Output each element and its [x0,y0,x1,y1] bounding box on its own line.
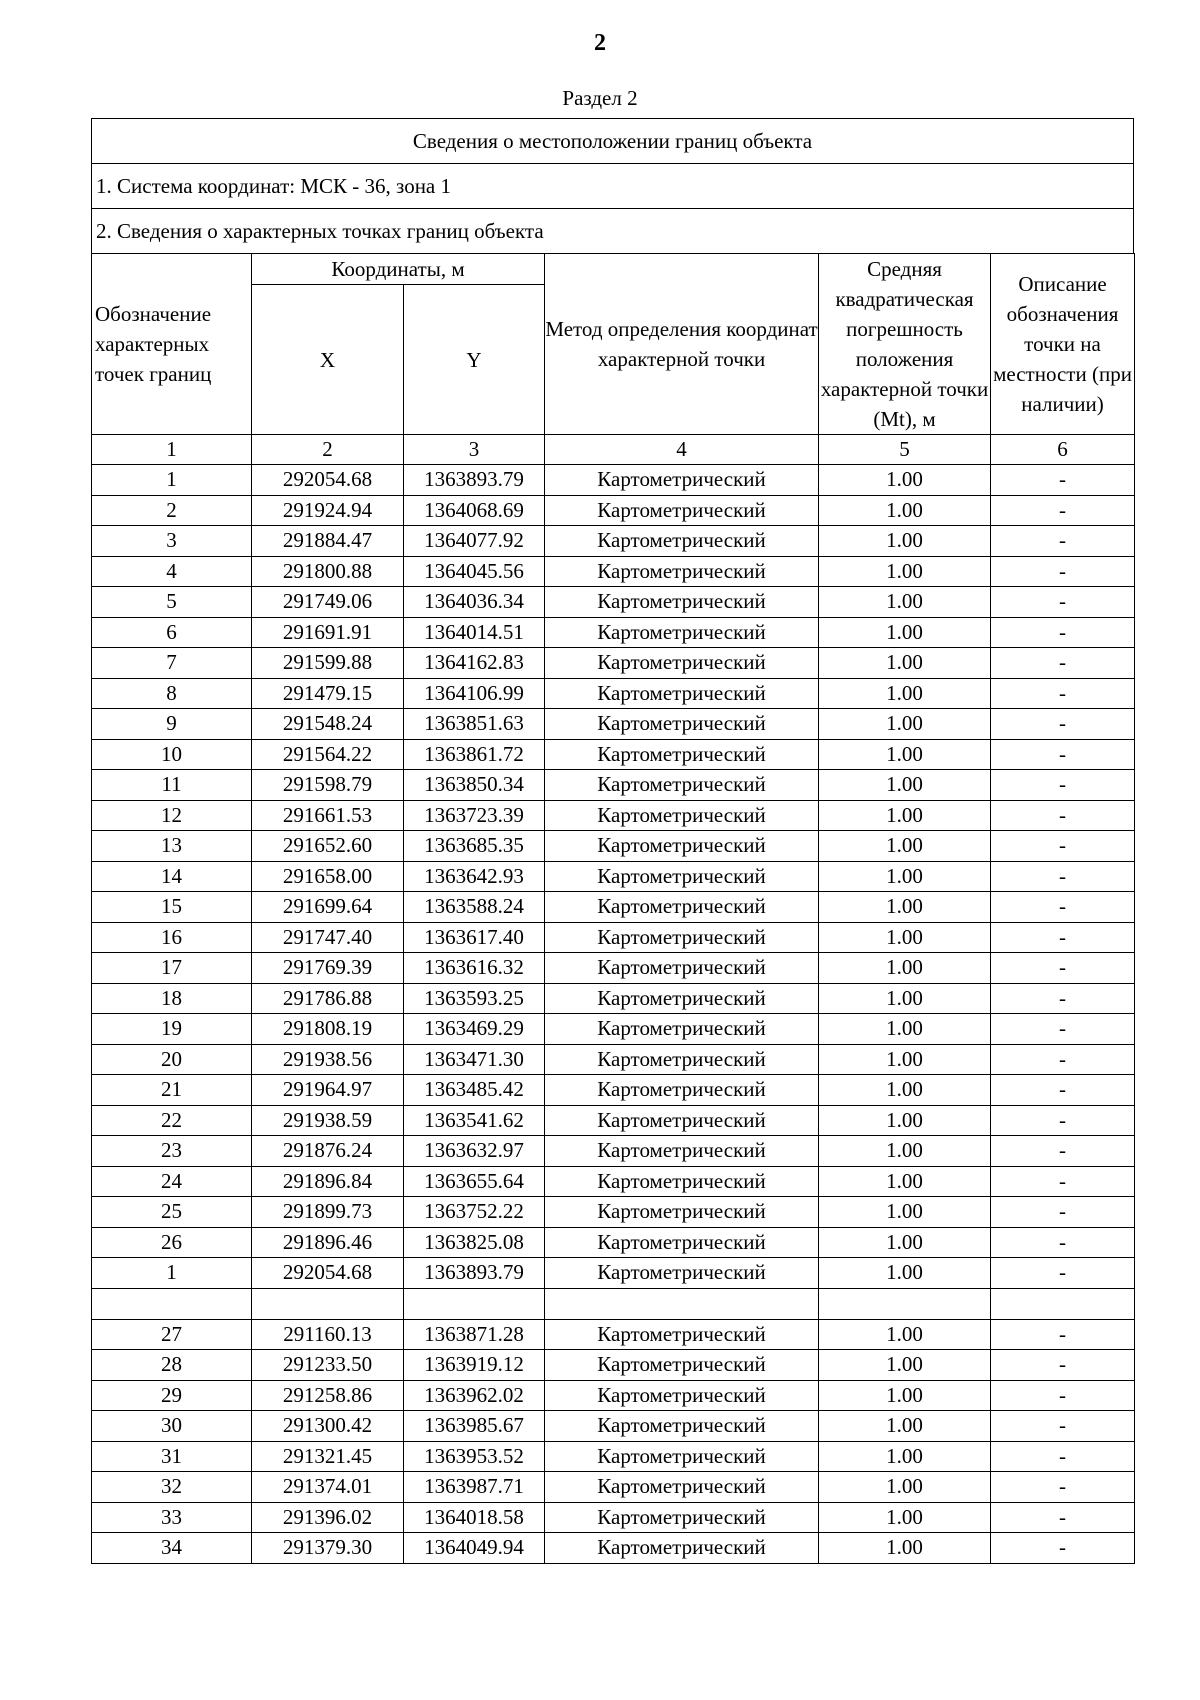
accuracy-cell: 1.00 [819,1472,991,1503]
accuracy-cell: 1.00 [819,739,991,770]
accuracy-cell: 1.00 [819,1227,991,1258]
accuracy-cell: 1.00 [819,709,991,740]
description-cell: - [991,1502,1135,1533]
table-row [92,1380,1135,1411]
description-cell: - [991,648,1135,679]
accuracy-cell: 1.00 [819,770,991,801]
point-label-cell: 2 [92,495,252,526]
method-cell: Картометрический [545,983,819,1014]
table-row [92,709,1135,740]
point-label-cell: 1 [92,465,252,496]
coord-x-cell: 291769.39 [252,953,404,984]
coordinate-system: 1. Система координат: МСК - 36, зона 1 [91,163,1134,208]
coord-y-cell: 1364018.58 [404,1502,545,1533]
point-label-cell: 20 [92,1044,252,1075]
description-cell: - [991,465,1135,496]
section-title: Раздел 2 [562,86,638,110]
table-row [92,648,1135,679]
method-cell: Картометрический [545,617,819,648]
coord-x-cell: 291786.88 [252,983,404,1014]
accuracy-cell: 1.00 [819,1441,991,1472]
coord-x-cell: 291899.73 [252,1197,404,1228]
accuracy-cell: 1.00 [819,1350,991,1381]
table-row [92,1441,1135,1472]
description-cell: - [991,1166,1135,1197]
point-label-cell: 19 [92,1014,252,1045]
coord-y-cell: 1363593.25 [404,983,545,1014]
coord-x-cell: 292054.68 [252,465,404,496]
point-label-cell: 22 [92,1105,252,1136]
method-cell: Картометрический [545,1502,819,1533]
coord-y-cell: 1363723.39 [404,800,545,831]
coord-y-cell: 1364068.69 [404,495,545,526]
description-cell: - [991,892,1135,923]
coord-y-cell: 1363685.35 [404,831,545,862]
coord-y-cell: 1363469.29 [404,1014,545,1045]
table-row [92,1411,1135,1442]
coord-x-cell: 291598.79 [252,770,404,801]
method-cell: Картометрический [545,922,819,953]
coord-x-cell: 291876.24 [252,1136,404,1167]
method-cell: Картометрический [545,1075,819,1106]
table-row [92,1075,1135,1106]
coord-x-cell: 291479.15 [252,678,404,709]
accuracy-cell: 1.00 [819,1533,991,1564]
coord-x-cell: 291896.46 [252,1227,404,1258]
point-label-cell [92,1288,252,1319]
method-cell: Картометрический [545,861,819,892]
coord-y-cell: 1364106.99 [404,678,545,709]
method-cell: Картометрический [545,678,819,709]
points-heading: 2. Сведения о характерных точках границ объекта [91,208,1134,253]
point-label-cell: 17 [92,953,252,984]
table-row [92,800,1135,831]
point-label-cell: 8 [92,678,252,709]
method-cell: Картометрический [545,1533,819,1564]
accuracy-cell: 1.00 [819,861,991,892]
description-cell: - [991,770,1135,801]
header-x: X [252,285,404,435]
table-row [92,922,1135,953]
accuracy-cell: 1.00 [819,1075,991,1106]
coord-x-cell: 291964.97 [252,1075,404,1106]
method-cell: Картометрический [545,1014,819,1045]
method-cell: Картометрический [545,953,819,984]
method-cell: Картометрический [545,1319,819,1350]
coord-y-cell: 1363850.34 [404,770,545,801]
coord-x-cell: 291233.50 [252,1350,404,1381]
method-cell: Картометрический [545,709,819,740]
table-row [92,1472,1135,1503]
description-cell: - [991,495,1135,526]
coord-y-cell: 1363752.22 [404,1197,545,1228]
table-row [92,1227,1135,1258]
description-cell: - [991,1472,1135,1503]
coord-y-cell: 1363893.79 [404,1258,545,1289]
description-cell: - [991,983,1135,1014]
coord-x-cell: 291658.00 [252,861,404,892]
boundary-table-frame [91,118,1134,1564]
table-row [92,1288,1135,1319]
method-cell: Картометрический [545,1166,819,1197]
point-label-cell: 9 [92,709,252,740]
coord-y-cell: 1364162.83 [404,648,545,679]
accuracy-cell: 1.00 [819,587,991,618]
header-coords-group: Координаты, м [252,254,545,285]
point-label-cell: 4 [92,556,252,587]
description-cell: - [991,1075,1135,1106]
point-label-cell: 31 [92,1441,252,1472]
table-row [92,1166,1135,1197]
method-cell: Картометрический [545,495,819,526]
coord-x-cell: 291938.56 [252,1044,404,1075]
accuracy-cell: 1.00 [819,1258,991,1289]
header-accuracy: Средняя квадратическая погрешность положения характерной точки (Mt), м [819,254,991,435]
table-row [92,587,1135,618]
table-row [92,739,1135,770]
coord-x-cell: 291300.42 [252,1411,404,1442]
table-row [92,1105,1135,1136]
column-number: 6 [991,435,1135,465]
description-cell: - [991,1319,1135,1350]
point-label-cell: 12 [92,800,252,831]
accuracy-cell: 1.00 [819,495,991,526]
header-method: Метод определения координат характерной точки [545,254,819,435]
header-description: Описание обозначения точки на местности (при наличии) [991,254,1135,435]
point-label-cell: 14 [92,861,252,892]
table-row [92,1350,1135,1381]
accuracy-cell: 1.00 [819,892,991,923]
page-number: 2 [594,30,606,56]
accuracy-cell: 1.00 [819,678,991,709]
point-label-cell: 5 [92,587,252,618]
accuracy-cell: 1.00 [819,983,991,1014]
coord-x-cell: 292054.68 [252,1258,404,1289]
column-number: 4 [545,435,819,465]
table-row [92,1044,1135,1075]
coord-y-cell: 1363642.93 [404,861,545,892]
coord-y-cell: 1363616.32 [404,953,545,984]
description-cell: - [991,1197,1135,1228]
accuracy-cell: 1.00 [819,648,991,679]
method-cell: Картометрический [545,526,819,557]
coord-y-cell: 1363985.67 [404,1411,545,1442]
accuracy-cell: 1.00 [819,1197,991,1228]
description-cell: - [991,739,1135,770]
coord-x-cell: 291599.88 [252,648,404,679]
coord-x-cell: 291896.84 [252,1166,404,1197]
accuracy-cell: 1.00 [819,1166,991,1197]
coord-y-cell: 1364045.56 [404,556,545,587]
method-cell: Картометрический [545,1197,819,1228]
accuracy-cell: 1.00 [819,1105,991,1136]
accuracy-cell: 1.00 [819,1502,991,1533]
description-cell: - [991,526,1135,557]
header-y: Y [404,285,545,435]
description-cell: - [991,587,1135,618]
method-cell: Картометрический [545,1350,819,1381]
point-label-cell: 7 [92,648,252,679]
column-number: 2 [252,435,404,465]
coord-x-cell: 291938.59 [252,1105,404,1136]
coord-y-cell: 1364036.34 [404,587,545,618]
point-label-cell: 15 [92,892,252,923]
coord-y-cell: 1363825.08 [404,1227,545,1258]
accuracy-cell: 1.00 [819,800,991,831]
table-row [92,770,1135,801]
coord-y-cell: 1363541.62 [404,1105,545,1136]
description-cell: - [991,1533,1135,1564]
accuracy-cell: 1.00 [819,1411,991,1442]
coord-y-cell: 1363919.12 [404,1350,545,1381]
coord-y-cell: 1363485.42 [404,1075,545,1106]
accuracy-cell: 1.00 [819,617,991,648]
table-row [92,617,1135,648]
table-row [92,892,1135,923]
description-cell: - [991,1105,1135,1136]
method-cell: Картометрический [545,1441,819,1472]
coord-x-cell [252,1288,404,1319]
description-cell: - [991,1014,1135,1045]
point-label-cell: 18 [92,983,252,1014]
method-cell: Картометрический [545,1258,819,1289]
table-row [92,495,1135,526]
table-row [92,678,1135,709]
point-label-cell: 13 [92,831,252,862]
column-number-row [92,435,1135,465]
point-label-cell: 16 [92,922,252,953]
coord-y-cell: 1363588.24 [404,892,545,923]
coord-x-cell: 291379.30 [252,1533,404,1564]
point-label-cell: 1 [92,1258,252,1289]
accuracy-cell: 1.00 [819,1136,991,1167]
coord-x-cell: 291564.22 [252,739,404,770]
coord-y-cell: 1363851.63 [404,709,545,740]
table-row [92,556,1135,587]
coord-x-cell: 291548.24 [252,709,404,740]
table-row [92,1197,1135,1228]
method-cell: Картометрический [545,1044,819,1075]
table-body [92,465,1135,1564]
coord-x-cell: 291884.47 [252,526,404,557]
coord-y-cell: 1364049.94 [404,1533,545,1564]
coord-x-cell: 291699.64 [252,892,404,923]
point-label-cell: 32 [92,1472,252,1503]
method-cell: Картометрический [545,831,819,862]
method-cell: Картометрический [545,587,819,618]
table-row [92,983,1135,1014]
method-cell [545,1288,819,1319]
point-label-cell: 6 [92,617,252,648]
method-cell: Картометрический [545,648,819,679]
coord-y-cell: 1363617.40 [404,922,545,953]
coord-y-cell: 1363655.64 [404,1166,545,1197]
table-row [92,1014,1135,1045]
point-label-cell: 3 [92,526,252,557]
method-cell: Картометрический [545,1136,819,1167]
column-number: 5 [819,435,991,465]
description-cell: - [991,1258,1135,1289]
coord-x-cell: 291924.94 [252,495,404,526]
method-cell: Картометрический [545,1227,819,1258]
coord-x-cell: 291258.86 [252,1380,404,1411]
description-cell: - [991,1044,1135,1075]
description-cell [991,1288,1135,1319]
method-cell: Картометрический [545,556,819,587]
point-label-cell: 24 [92,1166,252,1197]
table-row [92,1502,1135,1533]
point-label-cell: 26 [92,1227,252,1258]
description-cell: - [991,617,1135,648]
accuracy-cell: 1.00 [819,1380,991,1411]
accuracy-cell [819,1288,991,1319]
coord-x-cell: 291374.01 [252,1472,404,1503]
point-label-cell: 27 [92,1319,252,1350]
coord-x-cell: 291652.60 [252,831,404,862]
point-label-cell: 11 [92,770,252,801]
table-row [92,465,1135,496]
coord-x-cell: 291800.88 [252,556,404,587]
description-cell: - [991,1411,1135,1442]
accuracy-cell: 1.00 [819,556,991,587]
method-cell: Картометрический [545,770,819,801]
accuracy-cell: 1.00 [819,465,991,496]
coord-y-cell: 1363962.02 [404,1380,545,1411]
coord-x-cell: 291321.45 [252,1441,404,1472]
description-cell: - [991,556,1135,587]
coord-x-cell: 291691.91 [252,617,404,648]
table-row [92,1258,1135,1289]
point-label-cell: 33 [92,1502,252,1533]
point-label-cell: 21 [92,1075,252,1106]
accuracy-cell: 1.00 [819,1044,991,1075]
point-label-cell: 34 [92,1533,252,1564]
point-label-cell: 25 [92,1197,252,1228]
coord-y-cell: 1363861.72 [404,739,545,770]
method-cell: Картометрический [545,465,819,496]
description-cell: - [991,861,1135,892]
accuracy-cell: 1.00 [819,831,991,862]
table-title: Сведения о местоположении границ объекта [91,118,1134,163]
method-cell: Картометрический [545,1411,819,1442]
table-row [92,1533,1135,1564]
description-cell: - [991,1350,1135,1381]
point-label-cell: 10 [92,739,252,770]
point-label-cell: 28 [92,1350,252,1381]
description-cell: - [991,800,1135,831]
accuracy-cell: 1.00 [819,922,991,953]
coord-y-cell: 1364077.92 [404,526,545,557]
accuracy-cell: 1.00 [819,1319,991,1350]
coord-y-cell: 1363871.28 [404,1319,545,1350]
description-cell: - [991,831,1135,862]
coord-x-cell: 291160.13 [252,1319,404,1350]
point-label-cell: 23 [92,1136,252,1167]
coord-y-cell: 1363632.97 [404,1136,545,1167]
coord-y-cell: 1363893.79 [404,465,545,496]
coord-y-cell: 1363471.30 [404,1044,545,1075]
coord-x-cell: 291661.53 [252,800,404,831]
table-row [92,526,1135,557]
coord-y-cell: 1364014.51 [404,617,545,648]
method-cell: Картометрический [545,892,819,923]
description-cell: - [991,678,1135,709]
accuracy-cell: 1.00 [819,1014,991,1045]
method-cell: Картометрический [545,1105,819,1136]
description-cell: - [991,709,1135,740]
table-row [92,861,1135,892]
point-label-cell: 30 [92,1411,252,1442]
table-row [92,1319,1135,1350]
column-number: 3 [404,435,545,465]
coord-x-cell: 291808.19 [252,1014,404,1045]
table-row [92,953,1135,984]
boundary-points-table [91,253,1135,1564]
description-cell: - [991,953,1135,984]
table-row [92,1136,1135,1167]
method-cell: Картометрический [545,1472,819,1503]
table-row [92,831,1135,862]
method-cell: Картометрический [545,1380,819,1411]
coord-y-cell: 1363987.71 [404,1472,545,1503]
coord-x-cell: 291396.02 [252,1502,404,1533]
description-cell: - [991,1441,1135,1472]
coord-x-cell: 291747.40 [252,922,404,953]
method-cell: Картометрический [545,800,819,831]
column-number: 1 [92,435,252,465]
description-cell: - [991,1136,1135,1167]
description-cell: - [991,1380,1135,1411]
accuracy-cell: 1.00 [819,526,991,557]
coord-x-cell: 291749.06 [252,587,404,618]
coord-y-cell [404,1288,545,1319]
method-cell: Картометрический [545,739,819,770]
point-label-cell: 29 [92,1380,252,1411]
accuracy-cell: 1.00 [819,953,991,984]
header-point-label: Обозначение характерных точек границ [92,254,252,435]
description-cell: - [991,922,1135,953]
coord-y-cell: 1363953.52 [404,1441,545,1472]
description-cell: - [991,1227,1135,1258]
